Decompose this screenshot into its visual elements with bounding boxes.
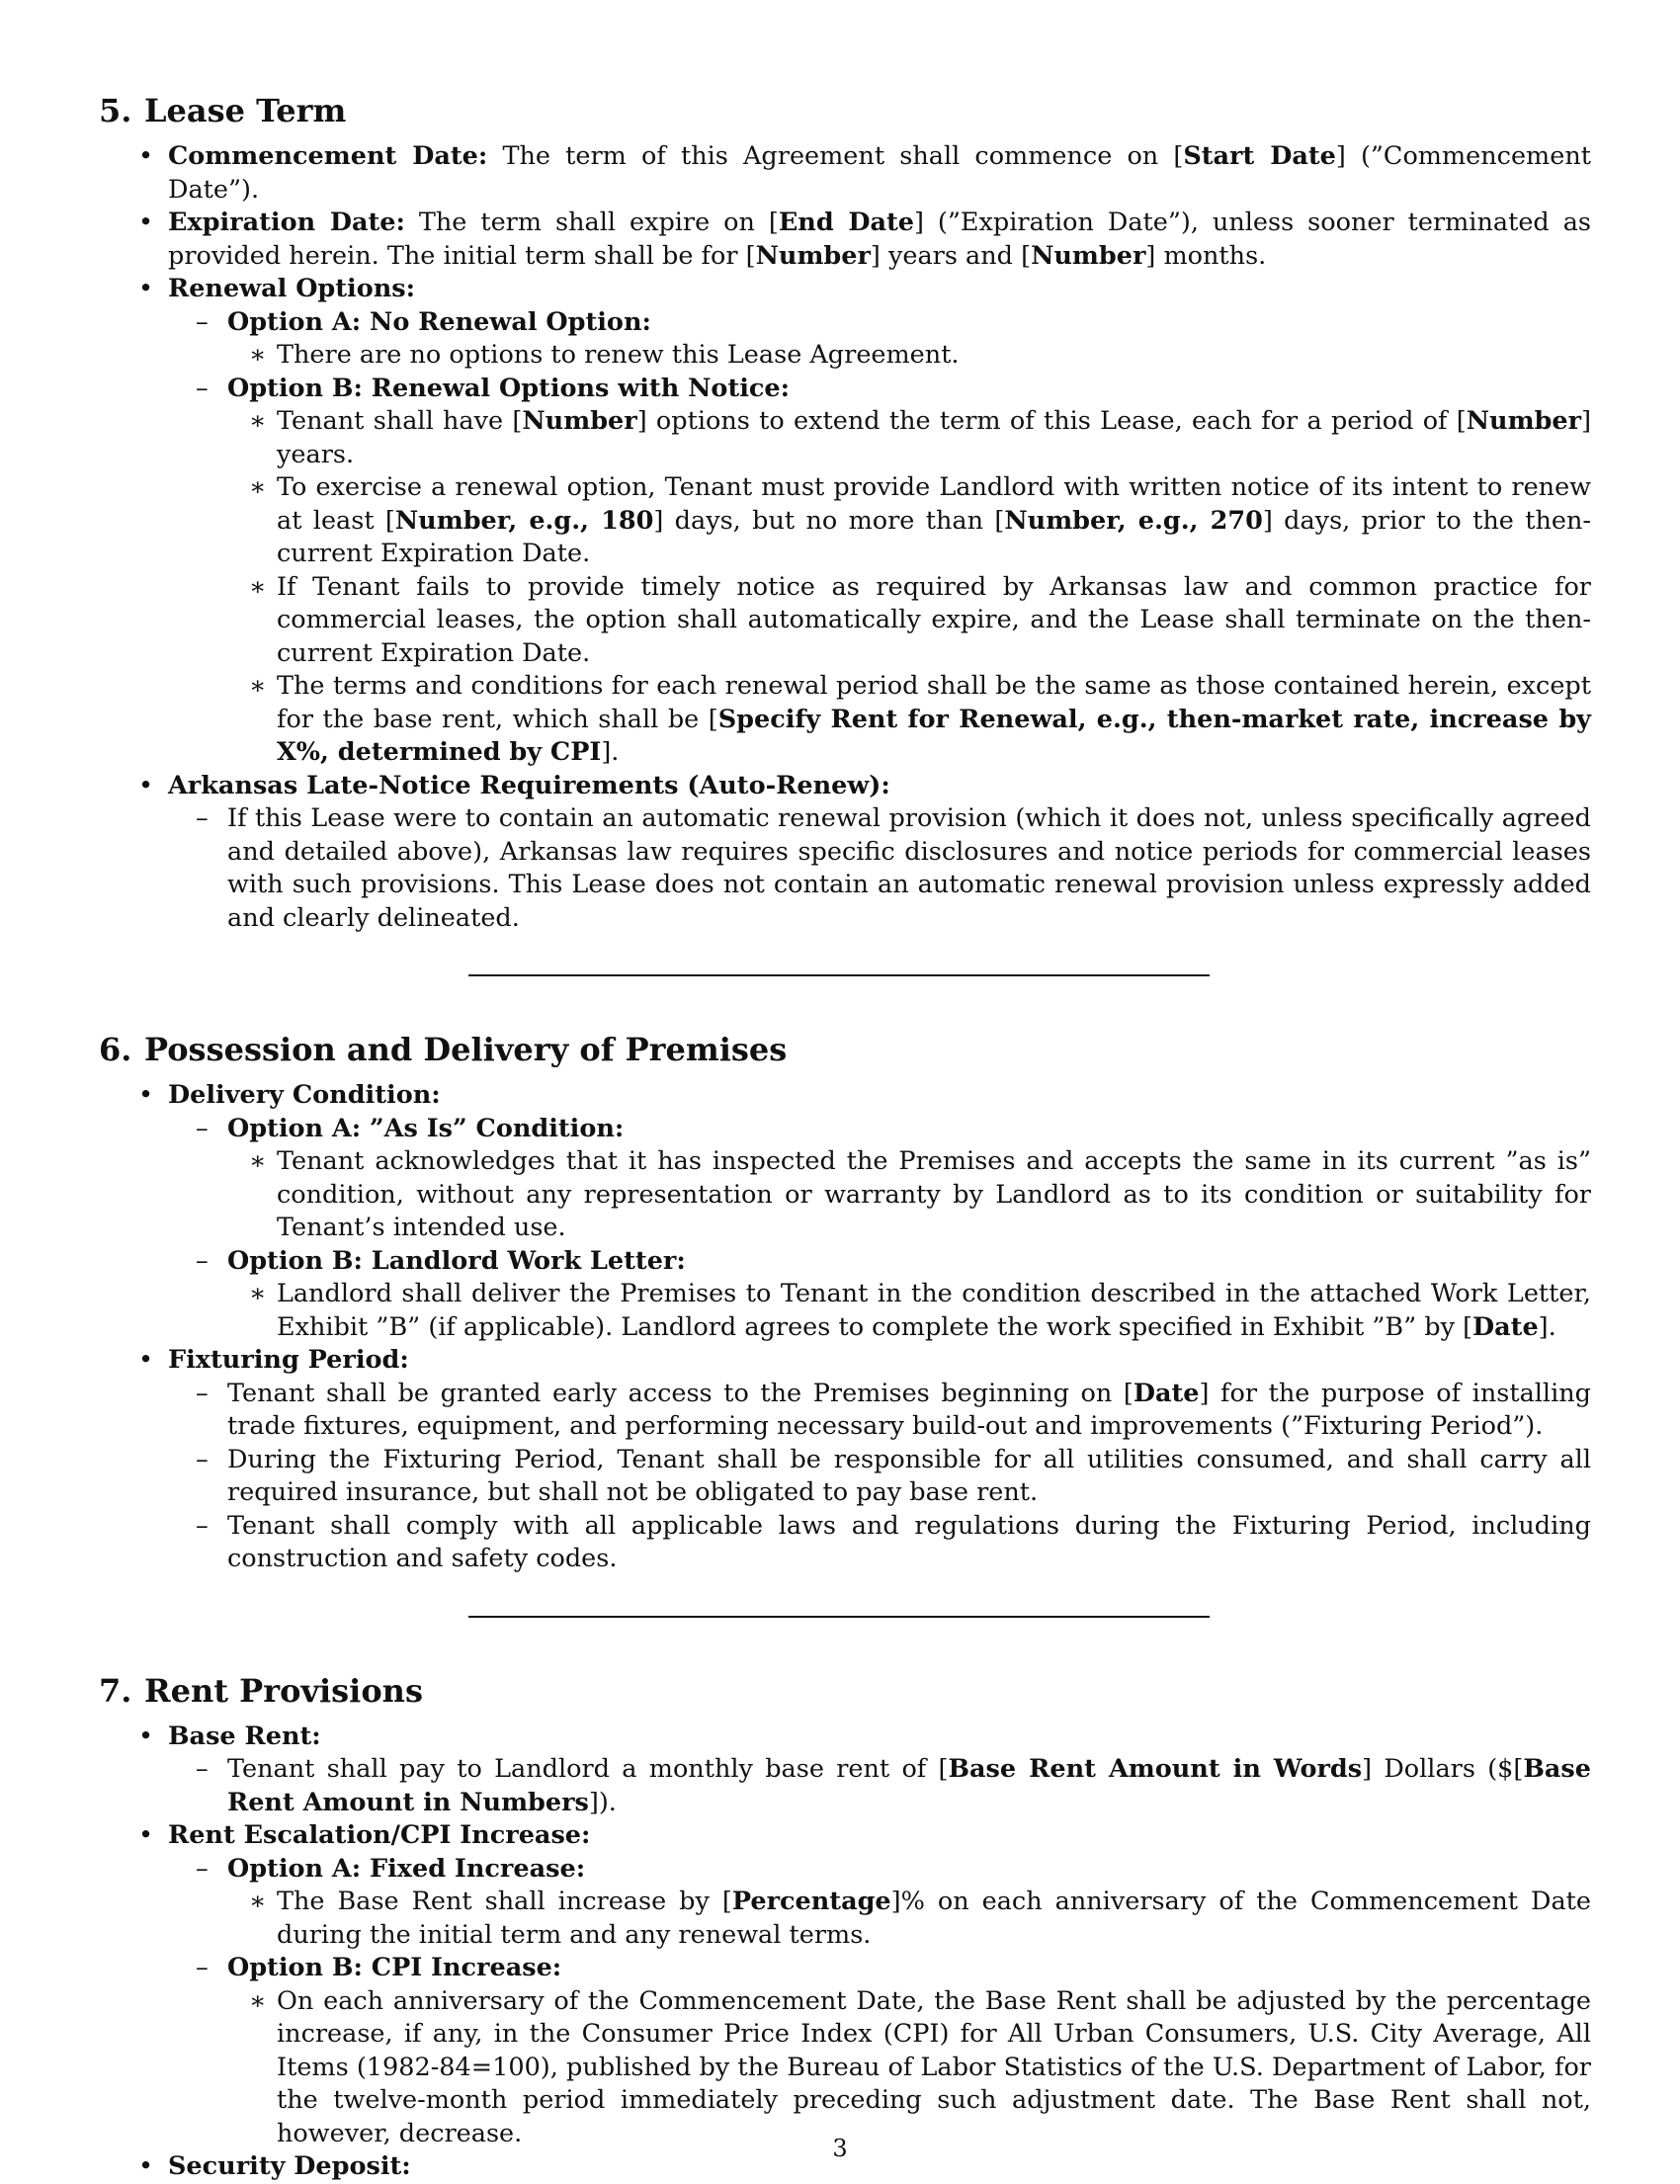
list-item: – If this Lease were to contain an automatic renewal provision (which it does not, unless specifically agreed and detailed above), Arkansas law requires specific disclosures and notice periods for commercial leases with such provisions. This Lease does not contain an automatic renewal provision unless expressly added and clearly delineated. bbox=[168, 802, 1591, 935]
list-item: ∗ Tenant acknowledges that it has inspected the Premises and accepts the same in its current ”as is” condition, without any representation or warranty by Landlord as to its condition or suitability for Tenant’s intended use. bbox=[227, 1145, 1591, 1245]
placeholder-field: Start Date bbox=[1183, 141, 1336, 171]
section-heading bbox=[99, 91, 1591, 130]
list-item bbox=[99, 1721, 1591, 1820]
item-label: Delivery Condition: bbox=[168, 1080, 441, 1110]
option-label: Option A: No Renewal Option: bbox=[227, 306, 651, 337]
list-item bbox=[168, 1113, 1591, 1245]
item-label: Fixturing Period: bbox=[168, 1345, 409, 1375]
placeholder-field: Number, e.g., 180 bbox=[394, 505, 654, 536]
sub-list bbox=[168, 1753, 1591, 1819]
item-label: Expiration Date: bbox=[168, 208, 405, 237]
option-label: Option A: Fixed Increase: bbox=[227, 1853, 586, 1884]
page-number: 3 bbox=[832, 2135, 848, 2162]
placeholder-field: Number, e.g., 270 bbox=[1004, 505, 1263, 536]
sub-list bbox=[168, 306, 1591, 770]
item-label: Security Deposit: bbox=[168, 2151, 411, 2181]
list-item: ∗ Tenant shall have [Number] options to extend the term of this Lease, each for a period of [Number] years. bbox=[227, 405, 1591, 471]
section-title: Possession and Delivery of Premises bbox=[144, 1031, 788, 1068]
sub-list bbox=[168, 1853, 1591, 2151]
list-item bbox=[99, 1819, 1591, 2150]
list-item: ∗ The terms and conditions for each renewal period shall be the same as those contained herein, except for the base rent, which shall be [Specify Rent for Renewal, e.g., then-market rate, increase by X%, determined by CPI]. bbox=[227, 670, 1591, 770]
list-item: ∗ Landlord shall deliver the Premises to Tenant in the condition described in the attached Work Letter, Exhibit ”B” (if applicable). Landlord agrees to complete the work specified in Exhibit ”B” by [Date]. bbox=[227, 1278, 1591, 1344]
placeholder-field: Number bbox=[522, 406, 637, 436]
section-divider bbox=[468, 974, 1210, 976]
list-item bbox=[99, 1344, 1591, 1576]
placeholder-field: End Date bbox=[778, 208, 915, 237]
option-label: Option B: Renewal Options with Notice: bbox=[227, 373, 791, 403]
placeholder-field: Date bbox=[1133, 1378, 1200, 1408]
item-label: Renewal Options: bbox=[168, 274, 416, 303]
list-item: ∗ The Base Rent shall increase by [Percentage]% on each anniversary of the Commencement Date during the initial term and any renewal terms. bbox=[227, 1886, 1591, 1952]
sub-sub-list bbox=[227, 1145, 1591, 1245]
option-label: Option A: ”As Is” Condition: bbox=[227, 1113, 625, 1143]
placeholder-field: Base Rent Amount in Words bbox=[948, 1754, 1363, 1784]
section-rent-provisions bbox=[99, 1671, 1591, 2184]
item-label: Arkansas Late-Notice Requirements (Auto-Renew): bbox=[168, 770, 890, 800]
list-item bbox=[99, 1079, 1591, 1344]
list-item bbox=[168, 1245, 1591, 1345]
list-item: ∗ There are no options to renew this Lease Agreement. bbox=[227, 339, 1591, 373]
list-item: • Expiration Date: The term shall expire on [End Date] (”Expiration Date”), unless sooner terminated as provided herein. The initial term shall be for [Number] years and [Number] months. bbox=[99, 207, 1591, 273]
list-item: ∗ To exercise a renewal option, Tenant must provide Landlord with written notice of its intent to renew at least [Number, e.g., 180] days, but no more than [Number, e.g., 270] days, prior to the then-current Expiration Date. bbox=[227, 471, 1591, 571]
placeholder-field: Date bbox=[1472, 1311, 1539, 1342]
section-heading bbox=[99, 1030, 1591, 1069]
bullet-list bbox=[99, 1079, 1591, 1576]
bullet-list bbox=[99, 1721, 1591, 2184]
section-heading bbox=[99, 1671, 1591, 1711]
section-lease-term bbox=[99, 91, 1591, 935]
list-item: – During the Fixturing Period, Tenant shall be responsible for all utilities consumed, and shall carry all required insurance, but shall not be obligated to pay base rent. bbox=[168, 1444, 1591, 1510]
list-item: – Tenant shall comply with all applicable laws and regulations during the Fixturing Period, including construction and safety codes. bbox=[168, 1510, 1591, 1576]
placeholder-field: Number bbox=[1031, 240, 1146, 271]
sub-sub-list bbox=[227, 1278, 1591, 1344]
section-possession bbox=[99, 1030, 1591, 1576]
list-item: • Commencement Date: The term of this Agreement shall commence on [Start Date] (”Commencement Date”). bbox=[99, 140, 1591, 207]
list-item bbox=[99, 273, 1591, 770]
list-item bbox=[168, 1952, 1591, 2150]
bullet-list bbox=[99, 140, 1591, 935]
section-number: 5. bbox=[99, 92, 132, 129]
list-item bbox=[168, 1853, 1591, 1953]
placeholder-field: Number bbox=[1466, 406, 1582, 436]
item-label: Rent Escalation/CPI Increase: bbox=[168, 1820, 591, 1850]
option-label: Option B: Landlord Work Letter: bbox=[227, 1245, 686, 1276]
list-item bbox=[168, 373, 1591, 770]
section-divider bbox=[468, 1616, 1210, 1618]
placeholder-field: Specify Rent for Renewal, e.g., then-market rate, increase by X%, determined by CPI bbox=[277, 704, 1591, 767]
section-number: 7. bbox=[99, 1671, 132, 1710]
placeholder-field: Number bbox=[755, 240, 871, 271]
list-item: – Tenant shall be granted early access to the Premises beginning on [Date] for the purpose of installing trade fixtures, equipment, and performing necessary build-out and improvements (”Fixturing Period”). bbox=[168, 1378, 1591, 1444]
sub-sub-list bbox=[227, 1985, 1591, 2151]
option-label: Option B: CPI Increase: bbox=[227, 1953, 562, 1982]
sub-list bbox=[168, 802, 1591, 935]
list-item bbox=[168, 306, 1591, 373]
list-item: ∗ On each anniversary of the Commencement Date, the Base Rent shall be adjusted by the percentage increase, if any, in the Consumer Price Index (CPI) for All Urban Consumers, U.S. City Average, All Items (1982-84=100), published by the Bureau of Labor Statistics of the U.S. Department of Labor, for the twelve-month period immediately preceding such adjustment date. The Base Rent shall not, however, decrease. bbox=[227, 1985, 1591, 2151]
sub-sub-list bbox=[227, 405, 1591, 770]
section-title: Rent Provisions bbox=[144, 1671, 423, 1710]
placeholder-field: Percentage bbox=[731, 1887, 891, 1916]
section-title: Lease Term bbox=[144, 92, 347, 129]
placeholder-field: Base Rent Amount in Numbers bbox=[227, 1754, 1591, 1817]
section-number: 6. bbox=[99, 1031, 132, 1068]
list-item: – Tenant shall pay to Landlord a monthly base rent of [Base Rent Amount in Words] Dollars ($[Base Rent Amount in Numbers]). bbox=[168, 1753, 1591, 1819]
item-label: Base Rent: bbox=[168, 1721, 321, 1751]
item-label: Commencement Date: bbox=[168, 141, 488, 171]
sub-list bbox=[168, 1378, 1591, 1576]
list-item: ∗ If Tenant fails to provide timely notice as required by Arkansas law and common practice for commercial leases, the option shall automatically expire, and the Lease shall terminate on the then-current Expiration Date. bbox=[227, 571, 1591, 671]
sub-list bbox=[168, 1113, 1591, 1345]
sub-sub-list bbox=[227, 339, 1591, 373]
document-page bbox=[99, 91, 1591, 2184]
list-item bbox=[99, 770, 1591, 936]
sub-sub-list bbox=[227, 1886, 1591, 1952]
